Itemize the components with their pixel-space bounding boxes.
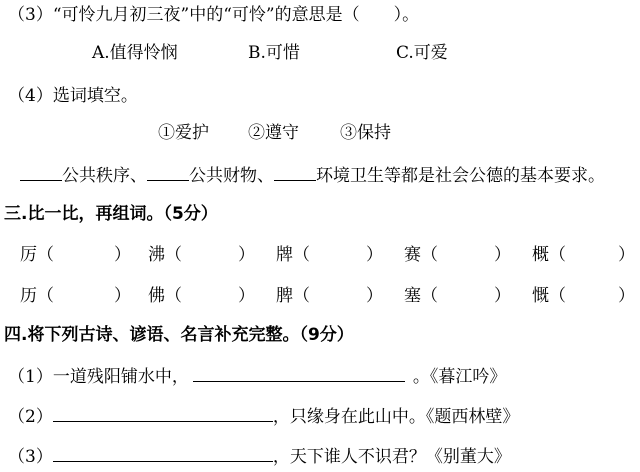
word-paren[interactable]: ） xyxy=(366,286,383,306)
word-char: 塞（ xyxy=(404,286,438,306)
word-char: 历（ xyxy=(20,286,54,306)
word-paren[interactable]: ） xyxy=(494,245,511,265)
q3-option-c[interactable]: C.可爱 xyxy=(396,43,448,63)
sentence-part: 公共秩序、 xyxy=(62,166,147,186)
section3-title: 三.比一比，再组词。（5分） xyxy=(4,204,218,224)
q4-sentence xyxy=(20,163,605,187)
q4-title: （4）选词填空。 xyxy=(8,86,138,106)
word-char: 牌（ xyxy=(276,245,310,265)
word-char: 赛（ xyxy=(404,245,438,265)
fill-blank[interactable] xyxy=(20,163,62,181)
sentence-part: 环境卫生等都是社会公德的基本要求。 xyxy=(316,166,605,186)
word-paren[interactable]: ） xyxy=(618,286,635,306)
word-paren[interactable]: ） xyxy=(366,245,383,265)
word-paren[interactable]: ） xyxy=(238,245,255,265)
section4-item1 xyxy=(8,364,506,388)
q3-option-a[interactable]: A.值得怜悯 xyxy=(92,43,178,63)
word-paren[interactable]: ） xyxy=(618,245,635,265)
q4-choice-1: ①爱护 xyxy=(158,123,209,143)
word-char: 慨（ xyxy=(532,286,566,306)
q4-choice-3: ③保持 xyxy=(340,123,391,143)
section4-item2 xyxy=(8,404,519,428)
word-char: 脾（ xyxy=(276,286,310,306)
item1-prefix: （1）一道残阳铺水中， xyxy=(8,367,189,387)
word-char: 佛（ xyxy=(148,286,182,306)
fill-blank[interactable] xyxy=(274,163,316,181)
fill-blank[interactable] xyxy=(147,163,189,181)
fill-blank[interactable] xyxy=(53,444,273,462)
word-paren[interactable]: ） xyxy=(238,286,255,306)
fill-blank[interactable] xyxy=(193,364,405,382)
item2-prefix: （2） xyxy=(8,407,53,427)
item3-prefix: （3） xyxy=(8,447,53,467)
fill-blank[interactable] xyxy=(53,404,273,422)
word-char: 沸（ xyxy=(148,245,182,265)
item3-suffix: ，天下谁人不识君？《别董大》 xyxy=(272,447,511,467)
q3-question: （3）“可怜九月初三夜”中的“可怜”的意思是（ ）。 xyxy=(8,5,420,25)
section4-title: 四.将下列古诗、谚语、名言补充完整。（9分） xyxy=(4,325,354,345)
word-char: 概（ xyxy=(532,245,566,265)
word-paren[interactable]: ） xyxy=(494,286,511,306)
item2-suffix: ，只缘身在此山中。《题西林壁》 xyxy=(272,407,520,427)
item1-suffix: 。《暮江吟》 xyxy=(412,367,507,387)
q4-choice-2: ②遵守 xyxy=(248,123,299,143)
word-paren[interactable]: ） xyxy=(114,286,131,306)
sentence-part: 公共财物、 xyxy=(189,166,274,186)
word-paren[interactable]: ） xyxy=(114,245,131,265)
word-char: 厉（ xyxy=(20,245,54,265)
section4-item3 xyxy=(8,444,511,468)
q3-option-b[interactable]: B.可惜 xyxy=(248,43,300,63)
